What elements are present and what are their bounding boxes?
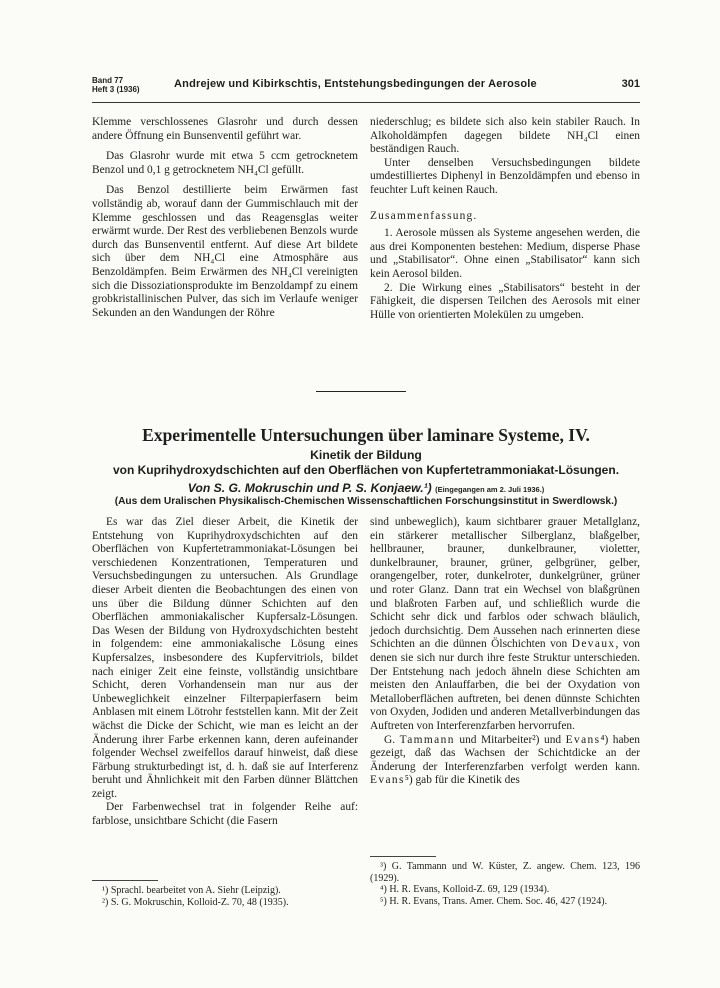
article-title: Experimentelle Untersuchungen über laminare Systeme, IV.	[142, 425, 590, 445]
text-run: und Mitarbeiter²) und	[454, 733, 566, 746]
footnote: ³) G. Tammann und W. Küster, Z. angew. Chem. 123, 196 (1929).	[370, 861, 640, 884]
paragraph	[370, 516, 640, 734]
paragraph: Unter denselben Versuchsbedingungen bildete umdestilliertes Diphenyl in Benzoldämpfen und ebenso in feuchter Luft keinen Rauch.	[370, 156, 640, 196]
footnote-rule	[92, 880, 158, 881]
footnote: ⁵) H. R. Evans, Trans. Amer. Chem. Soc. 46, 427 (1924).	[380, 895, 608, 907]
summary-item: 1. Aerosole müssen als Systeme angesehen werden, die aus drei Komponenten bestehen: Medium, disperse Phase und „Stabilisator“. Ohne einen „Stabilisator“ kann sich kein Aerosol bilden.	[370, 227, 640, 280]
volume-info	[92, 76, 140, 94]
article-subtitle: Kinetik der Bildung	[310, 448, 422, 462]
running-title: Andrejew und Kibirkschtis, Entstehungsbedingungen der Aerosole	[174, 78, 537, 90]
text-run: sind unbeweglich), kaum sichtbarer grauer Metallglanz, ein stärkerer metallischer Silberglanz, blaßgelber, hellbrauner, brauner, dunkelbrauner, violetter, dunkelbrauner, brauner, grüner, gelbgrüner, gelber, orangengelber, roter, dunkelroter, dunkelgrüner, grüner und roter Glanz. Dann trat ein Wechsel von blaßgrünen und blaßroten Farben auf, und schließlich wurde die Schicht sehr dick und farblos oder schwach bläulich, jedoch durchsichtig. Dem Aussehen nach erinnerten diese Schichten an die dünnen Ölschichten von	[370, 516, 640, 651]
prev-article-left-column	[92, 116, 358, 320]
footnotes-right	[370, 861, 640, 907]
footnote: ⁴) H. R. Evans, Kolloid-Z. 69, 129 (1934).	[380, 884, 550, 896]
text-run: G.	[384, 733, 396, 746]
paragraph: Der Farbenwechsel trat in folgender Reihe auf: farblose, unsichtbare Schicht (die Fasern	[92, 801, 358, 828]
paragraph: Es war das Ziel dieser Arbeit, die Kinetik der Entstehung von Kuprihydroxydschichten auf den Oberflächen von Kupfertetrammoniakat-Lösungen bei verschiedenen Konzentrationen, Temperaturen und Versuchsbedingungen zu untersuchen. Als Grundlage dieser Arbeit dienten die Beobachtungen des einen von uns über die Bildung dünner Schichten auf den Oberflächen ammoniakalischer Kupfersalz-Lösungen. Das Wesen der Bildung von Hydroxydschichten besteht in folgendem: eine ammoniakalische Lösung eines Kupfersalzes, insbesondere des Kupfervitriols, bildet nach einiger Zeit eine feinste, vollständig unsichtbare Schicht, deren Vorhandensein man nur aus der Unbeweglichkeit einzelner Filterpapierfasern beim Anblasen mit einem Lötrohr feststellen kann. Mit der Zeit wächst die Dicke der Schicht, wie man es leicht an der Änderung ihrer Farbe erkennen kann, deren aufeinander folgender Wechsel zweifellos darauf hinweist, daß diese Färbung strukturbedingt ist, d. h. daß sie auf Interferenz beruht und Ähnlichkeit mit den Farben dünner Blättchen zeigt.	[92, 516, 358, 800]
article-separator	[316, 391, 406, 392]
running-header	[92, 76, 640, 103]
text-run: , von denen sie sich nur durch ihre feste Struktur unterschieden. Der Entstehung nach jedoch ähneln diese Schichten am meisten den Anlauffarben, die bei der Oxydation von Metalloberflächen auftreten, bei denen dünnste Schichten von Oxyden, Jodiden und anderen Metallverbindungen das Auftreten von Interferenzfarben hervorrufen.	[370, 638, 640, 732]
author-name: Tammann	[399, 733, 455, 746]
footnotes-left	[92, 885, 358, 908]
article-left-column	[92, 516, 358, 829]
paragraph: Klemme verschlossenes Glasrohr und durch dessen andere Öffnung ein Bunsenventil geführt war.	[92, 116, 358, 142]
issue-label: Heft 3 (1936)	[92, 85, 140, 94]
volume-label: Band 77	[92, 76, 124, 85]
text-run: ⁴) haben gezeigt, daß das Wachsen der Schichtdicke an der Änderung der Interferenzfarben verfolgt werden kann.	[370, 733, 640, 773]
received-date: (Eingegangen am 2. Juli 1936.)	[435, 485, 545, 494]
paragraph: niederschlug; es bildete sich also kein stabiler Rauch. In Alkoholdämpfen dagegen bildete NH₄Cl einen beständigen Rauch.	[370, 116, 640, 156]
authors-text: Von S. G. Mokruschin und P. S. Konjaew.¹)	[187, 481, 432, 495]
paragraph	[370, 734, 640, 788]
footnote: ²) S. G. Mokruschin, Kolloid-Z. 70, 48 (1935).	[102, 896, 289, 908]
summary-heading: Zusammenfassung.	[370, 209, 478, 222]
paragraph: Das Benzol destillierte beim Erwärmen fast vollständig ab, worauf dann der Gummischlauch mit der Klemme geschlossen und das Reagensglas weiter erwärmt wurde. Der Rest des verbliebenen Benzols wurde durch das Bunsenventil entfernt. Auf diese Art bildete sich über dem NH₄Cl eine Atmosphäre aus Benzoldämpfen. Beim Erwärmen des NH₄Cl vereinigten sich die Dissoziationsprodukte im Benzoldampf zu einem grobkristallinischen Pulver, das sich im Verlaufe weniger Sekunden an den Wandungen der Röhre	[92, 184, 358, 319]
text-run: ⁵) gab für die Kinetik des	[404, 774, 520, 787]
footnote: ¹) Sprachl. bearbeitet von A. Siehr (Leipzig).	[102, 885, 281, 896]
author-name: Devaux	[571, 638, 616, 651]
summary-item: 2. Die Wirkung eines „Stabilisators“ besteht in der Fähigkeit, die dispersen Teilchen des Aerosols mit einer Hülle von orientierten Molekülen zu umgeben.	[370, 281, 640, 321]
page-number: 301	[621, 78, 640, 90]
institute-line: (Aus dem Uralischen Physikalisch-Chemischen Wissenschaftlichen Forschungsinstitut in Swerdlowsk.)	[114, 496, 618, 507]
author-name: Evans	[370, 774, 405, 787]
footnote-rule	[370, 856, 436, 857]
prev-article-right-column	[370, 116, 640, 322]
article-subtitle-2: von Kuprihydroxydschichten auf den Oberflächen von Kupfertetrammoniakat-Lösungen.	[112, 463, 620, 477]
article-right-column	[370, 516, 640, 788]
author-name: Evans	[565, 733, 601, 746]
paragraph: Das Glasrohr wurde mit etwa 5 ccm getrocknetem Benzol und 0,1 g getrocknetem NH₄Cl gefüllt.	[92, 150, 358, 176]
article-authors	[92, 481, 640, 495]
